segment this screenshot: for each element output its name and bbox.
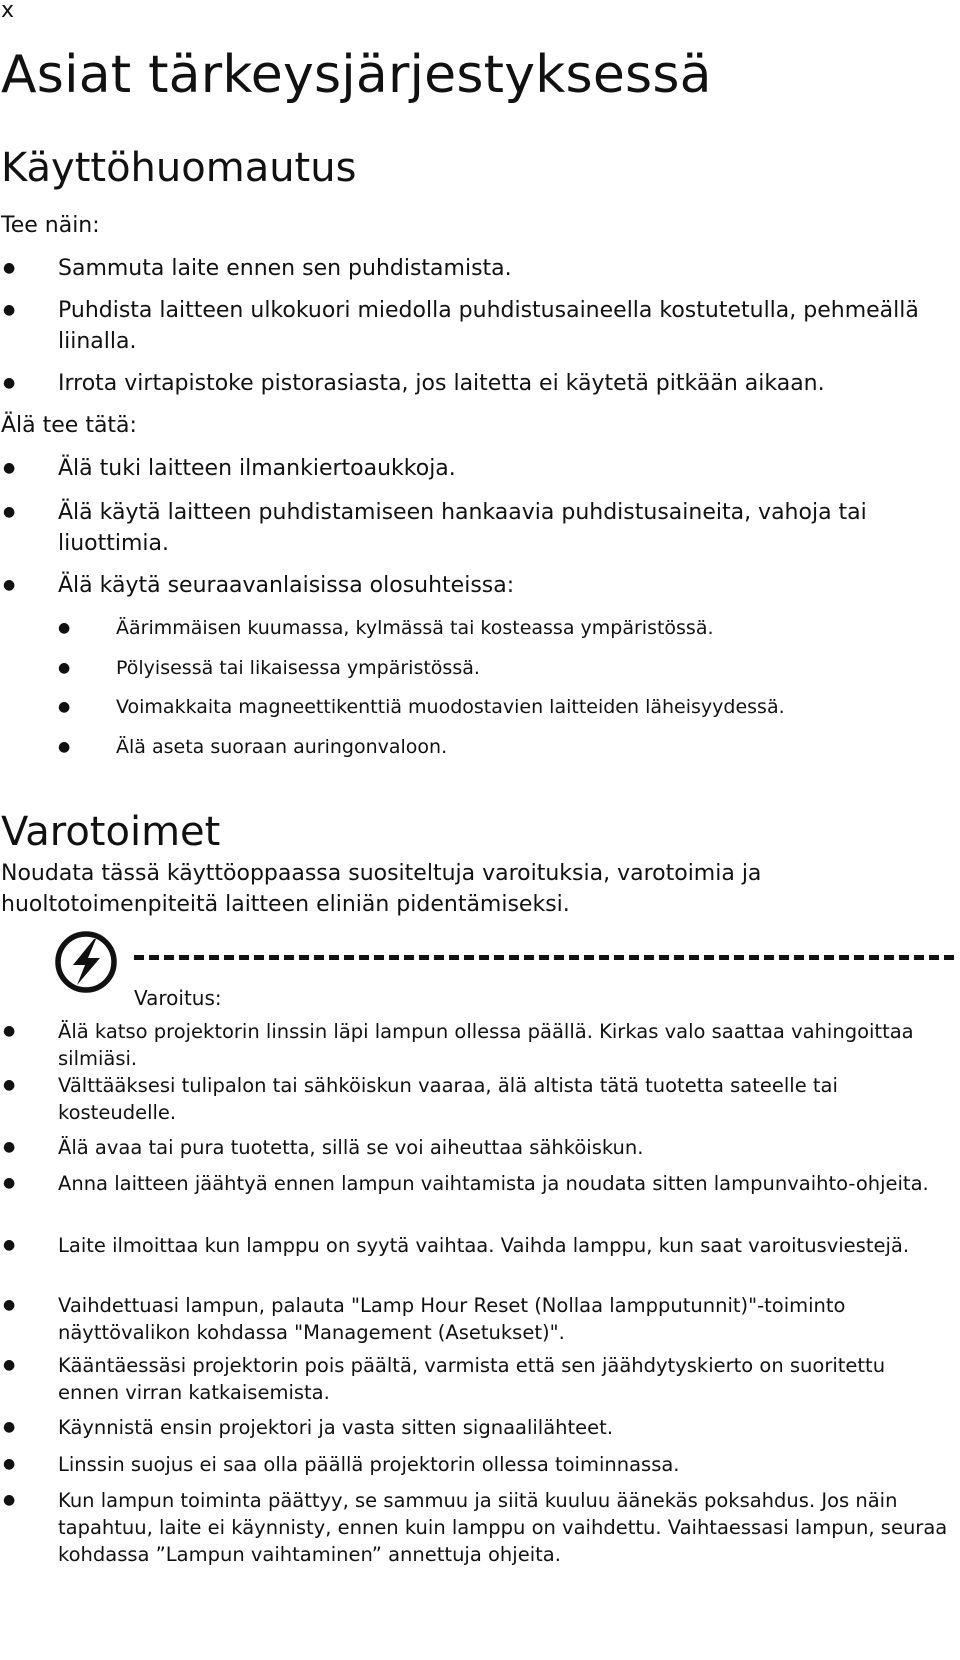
bullet-icon: ● — [3, 1297, 16, 1313]
precautions-intro: Noudata tässä käyttöoppaassa suositeltuja varoituksia, varotoimia ja huoltotoimenpiteitä laitteen eliniän pidentämiseksi. — [1, 861, 762, 917]
warning-item-text: Käynnistä ensin projektori ja vasta sitten signaalilähteet. — [58, 1416, 614, 1439]
bullet-icon: ● — [3, 1492, 16, 1508]
bullet-icon: ● — [3, 260, 16, 276]
bullet-icon: ● — [3, 460, 16, 476]
do-item-text: Irrota virtapistoke pistorasiasta, jos laitetta ei käytetä pitkään aikaan. — [58, 371, 825, 396]
page-title: Asiat tärkeysjärjestyksessä — [1, 45, 712, 105]
bullet-icon: ● — [58, 620, 71, 636]
precautions-heading: Varotoimet — [1, 809, 221, 855]
warning-item-text: Älä avaa tai pura tuotetta, sillä se voi aiheuttaa sähköiskun. — [58, 1136, 644, 1159]
dont-item-text: Älä käytä laitteen puhdistamiseen hankaavia puhdistusaineita, vahoja tai liuottimia. — [58, 500, 867, 556]
warning-item-text: Anna laitteen jäähtyä ennen lampun vaihtamista ja noudata sitten lampunvaihto-ohjeita. — [58, 1172, 929, 1195]
warning-item-text: Välttääksesi tulipalon tai sähköiskun vaaraa, älä altista tätä tuotetta sateelle tai kosteudelle. — [58, 1074, 838, 1124]
dont-item-text: Älä käytä seuraavanlaisissa olosuhteissa: — [58, 573, 515, 598]
bullet-icon: ● — [3, 1419, 16, 1435]
condition-item-text: Voimakkaita magneettikenttiä muodostavien laitteiden läheisyydessä. — [116, 696, 785, 718]
warning-item-text: Kun lampun toiminta päättyy, se sammuu ja siitä kuuluu äänekäs poksahdus. Jos näin tapahtuu, laite ei käynnisty, ennen kuin lamppu on vaihdettu. Vaihtaessasi lampun, seuraa kohdassa ”Lampun vaihtaminen” annettuja ohjeita. — [58, 1489, 948, 1566]
bullet-icon: ● — [58, 739, 71, 755]
bullet-icon: ● — [3, 1456, 16, 1472]
bullet-icon: ● — [3, 577, 16, 593]
warning-label: Varoitus: — [134, 986, 222, 1010]
page-marker: x — [1, 0, 15, 23]
do-item-text: Sammuta laite ennen sen puhdistamista. — [58, 256, 512, 281]
warning-item-text: Laite ilmoittaa kun lamppu on syytä vaihtaa. Vaihda lamppu, kun saat varoitusviestejä. — [58, 1234, 910, 1257]
warning-item-text: Linssin suojus ei saa olla päällä projektorin ollessa toiminnassa. — [58, 1453, 680, 1476]
warning-item-text: Kääntäessäsi projektorin pois päältä, varmista että sen jäähdytyskierto on suoritettu ennen virran katkaisemista. — [58, 1354, 886, 1404]
warning-divider — [134, 955, 954, 960]
condition-item-text: Äärimmäisen kuumassa, kylmässä tai kosteassa ympäristössä. — [116, 617, 714, 639]
do-item-text: Puhdista laitteen ulkokuori miedolla puhdistusaineella kostutetulla, pehmeällä liinalla. — [58, 298, 919, 354]
bullet-icon: ● — [3, 1175, 16, 1191]
usage-heading: Käyttöhuomautus — [1, 145, 357, 191]
bullet-icon: ● — [58, 699, 71, 715]
condition-item-text: Älä aseta suoraan auringonvaloon. — [116, 736, 448, 758]
lightning-bolt-warning-icon — [54, 930, 118, 994]
bullet-icon: ● — [3, 1139, 16, 1155]
warning-item-text: Vaihdettuasi lampun, palauta "Lamp Hour Reset (Nollaa lampputunnit)"-toiminto näyttövalikon kohdassa "Management (Asetukset)". — [58, 1294, 846, 1344]
do-label: Tee näin: — [1, 213, 100, 238]
bullet-icon: ● — [3, 1237, 16, 1253]
bullet-icon: ● — [3, 375, 16, 391]
bullet-icon: ● — [3, 504, 16, 520]
warning-item-text: Älä katso projektorin linssin läpi lampun ollessa päällä. Kirkas valo saattaa vahingoittaa silmiäsi. — [58, 1020, 914, 1070]
condition-item-text: Pölyisessä tai likaisessa ympäristössä. — [116, 657, 480, 679]
bullet-icon: ● — [58, 660, 71, 676]
bullet-icon: ● — [3, 302, 16, 318]
dont-item-text: Älä tuki laitteen ilmankiertoaukkoja. — [58, 456, 456, 481]
bullet-icon: ● — [3, 1077, 16, 1093]
bullet-icon: ● — [3, 1023, 16, 1039]
bullet-icon: ● — [3, 1357, 16, 1373]
dont-label: Älä tee tätä: — [1, 413, 137, 438]
